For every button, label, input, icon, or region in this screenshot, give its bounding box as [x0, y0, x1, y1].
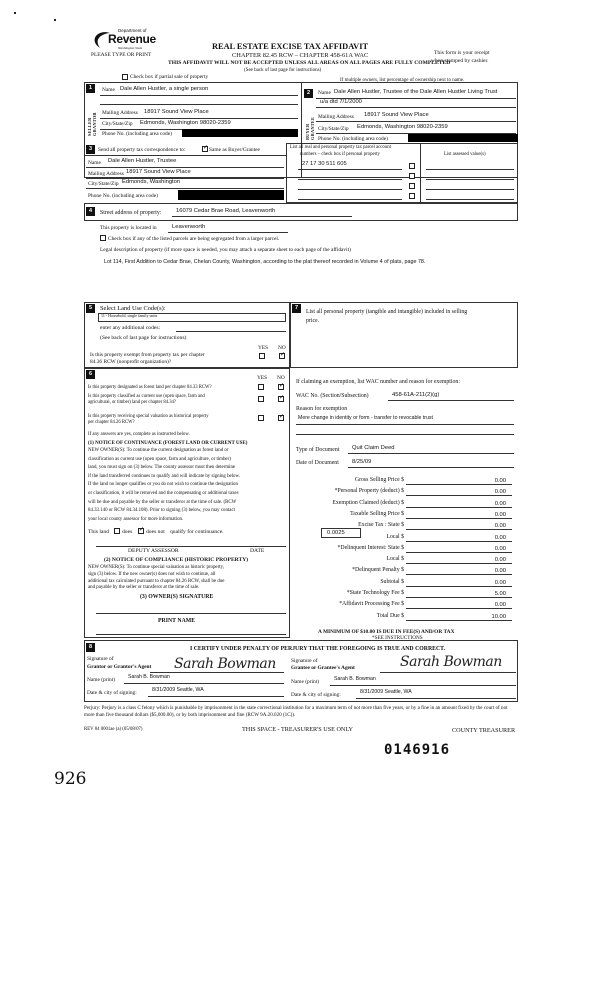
tax-row-label: Excise Tax : State $ — [358, 522, 404, 528]
grantor-name-label: Name (print) — [87, 677, 115, 683]
notice-continuance-line: NEW OWNER(S): To continue the current designation as forest land or — [88, 448, 229, 453]
tax-row-value[interactable]: 10.00 — [491, 613, 506, 620]
seller-address-value[interactable]: 18917 Sound View Place — [144, 109, 209, 115]
notice-compliance-line: NEW OWNER(S): To continue special valuation as historic property, — [88, 565, 224, 570]
doc-date-value[interactable]: 8/25/09 — [352, 459, 372, 465]
please-type-text: PLEASE TYPE OR PRINT — [91, 52, 152, 58]
legal-description-label: Legal description of property (if more space is needed, you may attach a separate sheet to each page of the affidavit) — [100, 247, 351, 253]
seller-name-value[interactable]: Dale Allen Hustler, a single person — [120, 86, 209, 92]
tax-corr-phone-label: Phone No. (including area code) — [88, 193, 158, 199]
send-correspondence-label: Send all property tax correspondence to: — [98, 147, 186, 153]
doc-type-value[interactable]: Quit Claim Deed — [352, 445, 395, 451]
notice-continuance-line: If the land no longer qualifies or you do not wish to continue the designation — [88, 482, 238, 488]
partial-sale-checkbox[interactable] — [122, 74, 128, 80]
land-does-checkbox[interactable] — [114, 528, 120, 534]
form-see-back: (See back of last page for instructions) — [244, 68, 322, 73]
section-4-badge: 4 — [86, 207, 95, 216]
tax-corr-city-label: City/State/Zip — [88, 181, 119, 187]
notice-continuance-line: if the land transferred continues to qualify and will indicate by signing below. — [88, 473, 240, 479]
buyer-address-value[interactable]: 18917 Sound View Place — [364, 112, 429, 118]
grantor-date-label: Date & city of signing: — [87, 690, 137, 696]
tax-row-value[interactable]: 0.00 — [494, 500, 506, 507]
receipt-note-1: This form is your receipt — [434, 50, 490, 56]
exempt-question-1: Is this property exempt from property tax per chapter — [90, 352, 205, 358]
perjury-notice — [84, 705, 518, 718]
seller-city-label: City/State/Zip — [102, 121, 133, 127]
notice-compliance-line: and payable by the seller or transferor at the time of sale. — [88, 585, 200, 591]
tax-row-value[interactable]: 0.00 — [494, 601, 506, 608]
land-does-not-label: does not — [146, 529, 165, 535]
notice-continuance-title: (1) NOTICE OF CONTINUANCE (FOREST LAND OR CURRENT USE) — [88, 441, 248, 446]
legal-description-value[interactable]: Lot 114, First Addition to Cedar Brae, Chelan County, Washington, according to the plat thereof recorded in Volume 4 of plats, page 78. — [104, 259, 426, 265]
tax-row-label: Local $ — [386, 534, 404, 540]
buyer-phone-label: Phone No. (including area code) — [318, 136, 388, 142]
logo-main-text: Revenue — [108, 32, 156, 46]
seller-phone-redaction — [182, 129, 298, 137]
notice-continuance-line: land, you must sign on (3) below. The county assessor must then determine — [88, 465, 236, 471]
grantee-signature[interactable]: Sarah Bowman — [400, 654, 502, 670]
grantor-sig-label-2: Grantor or Grantor's Agent — [87, 664, 152, 670]
personal-property-text-1: List all personal property (tangible and intangible) included in selling — [306, 309, 468, 315]
buyer-name-value-2[interactable]: u/a dtd 7/1/2000 — [320, 99, 362, 105]
tax-row-value[interactable]: 0.00 — [494, 477, 506, 484]
street-address-value[interactable]: 16079 Cedar Brae Road, Leavenworth — [176, 208, 276, 214]
buyer-name-label: Name — [318, 90, 331, 96]
same-as-buyer-checkbox[interactable] — [202, 146, 208, 152]
doc-type-label: Type of Document — [296, 447, 340, 453]
tax-row-label: Subtotal $ — [380, 579, 404, 585]
receipt-number: 0146916 — [384, 742, 451, 758]
land-use-yes-header: YES — [258, 345, 269, 351]
handwritten-note: 926 — [54, 769, 87, 789]
reason-label: Reason for exemption — [296, 406, 348, 412]
sec6-yes-header: YES — [257, 375, 268, 381]
see-instructions-text: *SEE INSTRUCTIONS — [372, 635, 423, 641]
notice-continuance-line: or classification, it will be removed and the compensating or additional taxes — [88, 491, 239, 496]
grantor-name-value[interactable]: Sarah B. Bowman — [128, 674, 170, 680]
tax-corr-city-value[interactable]: Edmonds, Washington — [122, 179, 181, 185]
parcel-personal-checkbox-1[interactable] — [409, 163, 415, 169]
parcel-personal-checkbox-2[interactable] — [409, 173, 415, 179]
this-land-label: This land — [88, 529, 109, 535]
tax-row-label: *Personal Property (deduct) $ — [334, 488, 404, 494]
receipt-note-2: when stamped by cashier. — [431, 58, 489, 64]
segregated-checkbox[interactable] — [100, 235, 106, 241]
forest-yes-checkbox[interactable] — [258, 384, 264, 390]
section-7-badge: 7 — [292, 304, 301, 313]
grantee-date-value[interactable]: 8/31/2009 Seattle, WA — [360, 689, 412, 695]
assessed-value-header: List assessed value(s) — [444, 152, 486, 157]
tax-row-label: *Delinquent Penalty $ — [352, 567, 404, 573]
county-treasurer-label: COUNTY TREASURER — [452, 727, 516, 734]
grantee-date-label: Date & city of signing: — [291, 692, 341, 698]
section-3-badge: 3 — [86, 145, 95, 154]
tax-row-value[interactable]: 0.00 — [494, 579, 506, 586]
land-use-value: 11 - Household, single family units — [101, 313, 158, 318]
tax-row-label: Local $ — [386, 556, 404, 562]
tax-corr-name-value[interactable]: Dale Allen Hustler, Trustee — [108, 158, 177, 164]
tax-row-label: Gross Selling Price $ — [354, 477, 404, 483]
tax-row-label: *Affidavit Processing Fee $ — [339, 601, 404, 607]
parcel-personal-checkbox-4[interactable] — [409, 193, 415, 199]
notice-compliance-line: additional tax calculated pursuant to chapter 84.26 RCW, shall be due — [88, 578, 225, 584]
seller-city-value[interactable]: Edmonds, Washington 98020-2359 — [140, 120, 231, 126]
wac-value[interactable]: 458-61A-211(2)(g) — [392, 392, 440, 398]
tax-row-value[interactable]: 0.00 — [494, 522, 506, 529]
grantee-sig-label-1: Signature of — [291, 658, 318, 664]
tax-row-value[interactable]: 0.00 — [494, 556, 506, 563]
land-does-label: does — [122, 529, 133, 535]
local-rate-value[interactable]: 0.0025 — [327, 530, 345, 536]
form-title: REAL ESTATE EXCISE TAX AFFIDAVIT — [212, 42, 369, 51]
seller-grantor-label: SELLER GRANTOR — [87, 112, 97, 136]
buyer-city-label: City/State/Zip — [318, 126, 349, 132]
qualify-label: qualify for continuance. — [170, 529, 224, 535]
parcel-number-1[interactable]: 27 17 30 511 605 — [302, 161, 347, 167]
grantor-date-value[interactable]: 8/31/2009 Seattle, WA — [152, 687, 204, 693]
additional-codes-label: enter any additional codes: — [100, 325, 161, 331]
print-name-label: PRINT NAME — [158, 618, 196, 624]
forest-land-question: Is this property designated as forest land per chapter 84.33 RCW? — [88, 385, 212, 390]
located-in-value[interactable]: Leavenworth — [172, 224, 206, 230]
doc-date-label: Date of Document — [296, 460, 339, 466]
exempt-question-2: 84.36 RCW (nonprofit organization)? — [90, 359, 172, 365]
scan-speck — [54, 19, 56, 21]
tax-row-label: Exemption Claimed (deduct) $ — [332, 500, 404, 506]
notice-continuance-line: will be due and payable by the seller or transferor at the time of sale. (RCW — [88, 499, 237, 505]
tax-row-label: *State Technology Fee $ — [346, 590, 404, 596]
grantee-sig-label-2: Grantee or Grantee's Agent — [291, 665, 355, 671]
tax-row-label: *Delinquent Interest: State $ — [337, 545, 404, 551]
perjury-text: Perjury: Perjury is a class C felony which is punishable by imprisonment in the state correctional institution for a maximum term of not more than five years, or by a fine in an amount fixed by the court of not more than five thousand dollars ($5,000.00), or by both imprisonment and fine (RCW 9A.20.020 (1C)). — [84, 705, 508, 718]
tax-row-value[interactable]: 0.00 — [494, 534, 506, 541]
minimum-due-text: A MINIMUM OF $10.00 IS DUE IN FEE(S) AND/OR TAX — [318, 629, 455, 635]
land-use-see-back: (See back of last page for instructions) — [100, 335, 187, 341]
logo-top-text: Department of — [118, 28, 147, 33]
tax-row-value[interactable]: 0.00 — [494, 511, 506, 518]
buyer-grantee-label: BUYER GRANTEE — [305, 116, 315, 140]
rev-number: REV 84 0001ae (a) (05/08/07) — [84, 727, 143, 732]
tax-row-value[interactable]: 0.00 — [494, 567, 506, 574]
personal-property-text-2: price. — [306, 318, 320, 324]
grantor-sig-label-1: Signature of — [87, 656, 114, 662]
wac-label: WAC No. (Section/Subsection) — [296, 393, 369, 399]
historic-yes-checkbox[interactable] — [258, 415, 264, 421]
land-use-label: Select Land Use Code(s): — [100, 305, 166, 312]
section-2-badge: 2 — [304, 89, 313, 98]
seller-phone-label: Phone No. (including area code) — [102, 131, 172, 137]
tax-row-value[interactable]: 0.00 — [494, 488, 506, 495]
historic-question-2: per chapter 84.26 RCW? — [88, 420, 135, 425]
owner-signature-label: (3) OWNER(S) SIGNATURE — [140, 594, 214, 600]
exempt-yes-checkbox[interactable] — [259, 353, 265, 359]
exempt-no-checkbox[interactable] — [279, 353, 285, 359]
sec6-no-header: NO — [277, 375, 285, 381]
section-6-badge: 6 — [86, 370, 95, 379]
tax-row-label: Taxable Selling Price $ — [350, 511, 404, 517]
seller-name-label: Name — [102, 87, 115, 93]
buyer-name-value[interactable]: Dale Allen Hustler, Trustee of the Dale Allen Hustler Living Trust — [334, 89, 498, 95]
current-use-yes-checkbox[interactable] — [258, 396, 264, 402]
historic-question-1: Is this property receiving special valuation as historical property — [88, 414, 209, 419]
logo-sub-text: Washington State — [118, 46, 143, 50]
notice-continuance-line: classification as current use (open space, farm and agriculture, or timber) — [88, 456, 231, 462]
tax-corr-phone-redaction — [178, 190, 284, 200]
form-warning: THIS AFFIDAVIT WILL NOT BE ACCEPTED UNLESS ALL AREAS ON ALL PAGES ARE FULLY COMPLETED — [168, 60, 451, 66]
parcel-header-1: List all real and personal property tax parcel account — [290, 145, 391, 150]
current-use-question-2: agricultural, or timber) land per chapter 84.34? — [88, 400, 176, 405]
land-does-not-checkbox[interactable] — [138, 528, 144, 534]
claim-exemption-text: If claiming an exemption, list WAC number and reason for exemption: — [296, 379, 460, 385]
section-8-badge: 8 — [86, 643, 95, 652]
parcel-personal-checkbox-3[interactable] — [409, 183, 415, 189]
notice-continuance-line: 84.33.140 or RCW 84.34.108). Prior to signing (3) below, you may contact — [88, 508, 235, 514]
deputy-assessor-label: DEPUTY ASSESSOR — [128, 548, 179, 554]
tax-corr-address-value[interactable]: 18917 Sound View Place — [126, 169, 191, 175]
reason-value[interactable]: Mere change in identity or form - transfer to revocable trust — [298, 415, 433, 421]
section-5-badge: 5 — [86, 304, 95, 313]
form-chapter: CHAPTER 82.45 RCW – CHAPTER 458-61A WAC — [232, 52, 369, 59]
partial-sale-label: Check box if partial sale of property — [130, 74, 209, 80]
section-1-badge: 1 — [86, 84, 95, 93]
grantee-name-value[interactable]: Sarah B. Bowman — [334, 676, 376, 682]
forest-no-checkbox[interactable] — [278, 384, 284, 390]
notice-compliance-line: sign (3) below. If the new owner(s) does not wish to continue, all — [88, 571, 216, 577]
historic-no-checkbox[interactable] — [278, 415, 284, 421]
dor-logo — [90, 28, 160, 52]
street-address-label: Street address of property: — [100, 210, 162, 216]
segregated-label: Check box if any of the listed parcels are being segregated from a larger parcel. — [108, 236, 280, 242]
tax-row-value[interactable]: 5.00 — [494, 590, 506, 597]
tax-row-label: Total Due $ — [376, 613, 404, 619]
buyer-address-label: Mailing Address — [318, 114, 354, 120]
notice-continuance-line: your local county assessor for more information. — [88, 516, 184, 522]
buyer-phone-redaction — [408, 134, 518, 142]
tax-corr-address-label: Mailing Address — [88, 171, 124, 177]
seller-address-label: Mailing Address — [102, 110, 138, 116]
current-use-no-checkbox[interactable] — [278, 396, 284, 402]
certify-statement: I CERTIFY UNDER PENALTY OF PERJURY THAT THE FOREGOING IS TRUE AND CORRECT. — [190, 646, 446, 652]
notice-compliance-title: (2) NOTICE OF COMPLIANCE (HISTORIC PROPERTY) — [104, 557, 249, 563]
if-yes-instructions: If any answers are yes, complete as instructed below. — [88, 432, 190, 437]
same-as-buyer-label: Same as Buyer/Grantee — [209, 147, 260, 153]
parcel-header-2: numbers – check box if personal property — [300, 152, 380, 157]
deputy-date-label: DATE — [250, 548, 265, 554]
land-use-no-header: NO — [278, 345, 286, 351]
scan-speck — [14, 12, 16, 14]
tax-corr-name-label: Name — [88, 160, 101, 166]
tax-row-value[interactable]: 0.00 — [494, 545, 506, 552]
grantor-signature[interactable]: Sarah Bowman — [174, 656, 276, 672]
grantee-name-label: Name (print) — [291, 679, 319, 685]
treasurer-use-label: THIS SPACE - TREASURER'S USE ONLY — [242, 726, 354, 733]
current-use-question-1: Is this property classified as current use (open space, farm and — [88, 394, 205, 399]
multiple-owners-note: If multiple owners, list percentage of ownership next to name. — [340, 78, 465, 83]
buyer-city-value[interactable]: Edmonds, Washington 98020-2359 — [357, 124, 448, 130]
located-in-label: This property is located in — [100, 225, 157, 231]
